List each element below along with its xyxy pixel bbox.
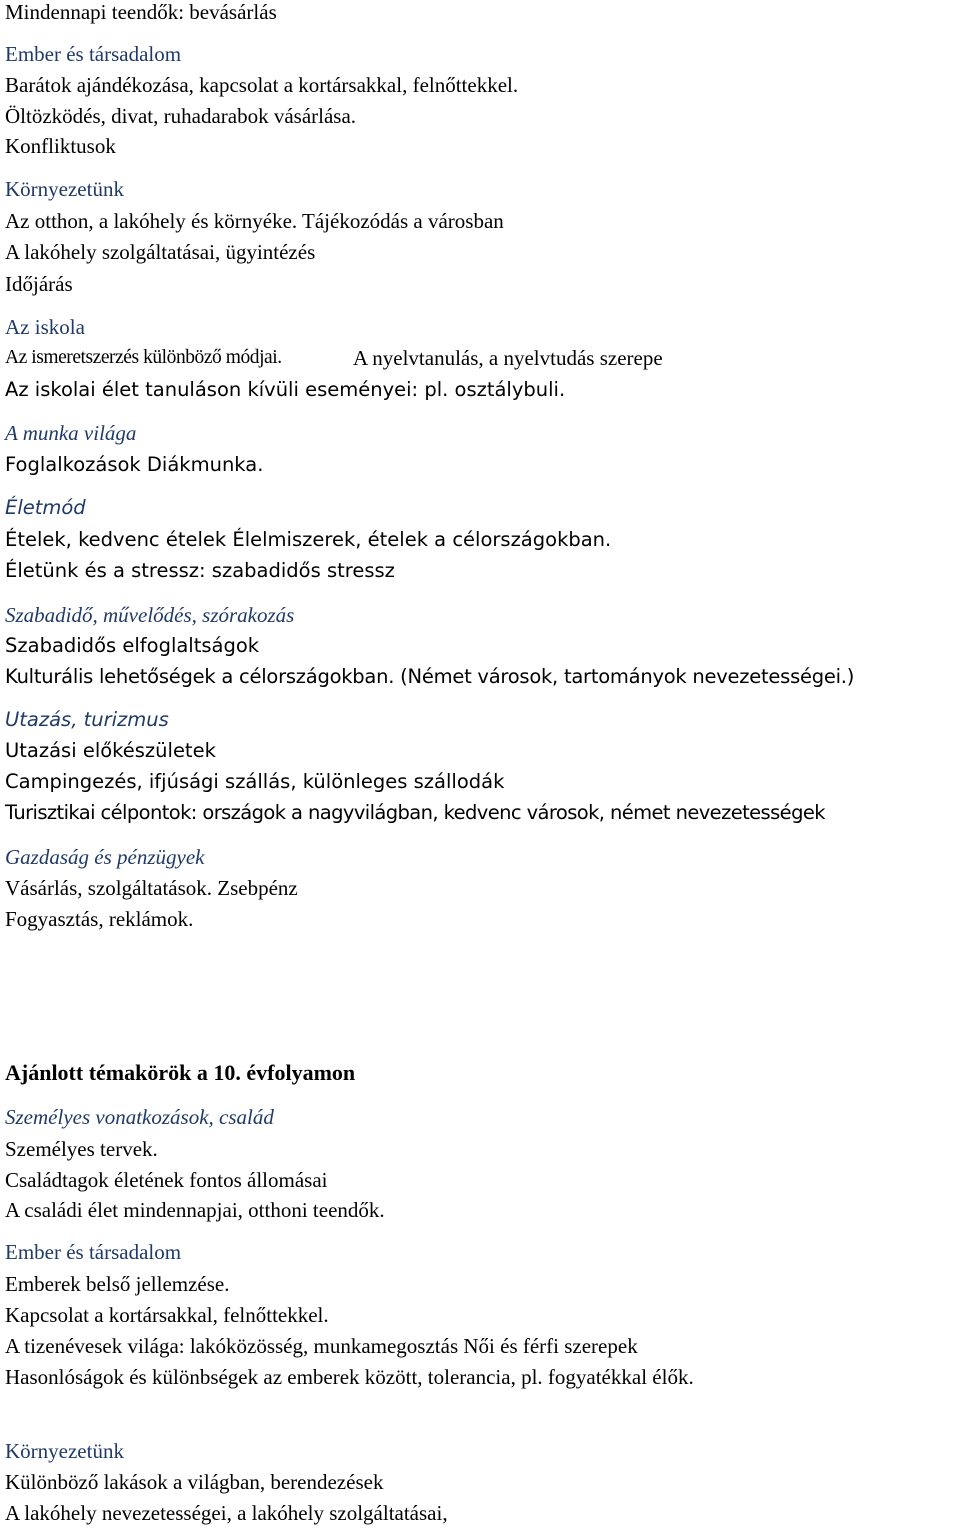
text-line: Vásárlás, szolgáltatások. Zsebpénz [5,876,298,900]
section-heading: Az iskola [5,315,85,339]
text-line: Szabadidős elfoglaltságok [5,634,260,657]
section-heading: Személyes vonatkozások, család [5,1105,274,1129]
section-heading: Ember és társadalom [5,42,182,66]
text-line: Az otthon, a lakóhely és környéke. Tájékozódás a városban [5,209,504,233]
text-line: Időjárás [5,272,73,296]
text-line: Hasonlóságok és különbségek az emberek között, tolerancia, pl. fogyatékkal élők. [5,1365,694,1389]
section-heading: Környezetünk [5,1439,124,1463]
text-line: Személyes tervek. [5,1137,158,1161]
text-line: Öltözködés, divat, ruhadarabok vásárlása. [5,104,357,128]
page-title: Ajánlott témakörök a 10. évfolyamon [5,1060,356,1085]
text-line: Campingezés, ifjúsági szállás, különleges szállodák [5,770,505,793]
text-line: Utazási előkészületek [5,739,216,762]
text-line: Turisztikai célpontok: országok a nagyvilágban, kedvenc városok, német nevezetességek [5,801,825,824]
text-line: Az iskolai élet tanuláson kívüli eseményei: pl. osztálybuli. [5,378,566,401]
text-line: A családi élet mindennapjai, otthoni teendők. [5,1198,385,1222]
section-heading: Ember és társadalom [5,1240,182,1264]
text-line: A lakóhely nevezetességei, a lakóhely szolgáltatásai, [5,1501,448,1525]
text-line: Különböző lakások a világban, berendezések [5,1470,384,1494]
section-heading: A munka világa [5,421,137,445]
text-line: A tizenévesek világa: lakóközösség, munkamegosztás Női és férfi szerepek [5,1334,638,1358]
section-heading: Utazás, turizmus [5,708,169,731]
text-line: Kapcsolat a kortársakkal, felnőttekkel. [5,1303,329,1327]
text-line: Családtagok életének fontos állomásai [5,1168,328,1192]
text-line: Emberek belső jellemzése. [5,1272,230,1296]
section-heading: Szabadidő, művelődés, szórakozás [5,603,295,627]
text-line: Barátok ajándékozása, kapcsolat a kortársakkal, felnőttekkel. [5,73,519,97]
text-line: Ételek, kedvenc ételek Élelmiszerek, ételek a célországokban. [5,528,612,551]
section-heading: Gazdaság és pénzügyek [5,845,205,869]
text-line: Konfliktusok [5,134,116,158]
text-line: Foglalkozások Diákmunka. [5,453,264,476]
text-line: Kulturális lehetőségek a célországokban. (Német városok, tartományok nevezetességei.) [5,665,855,688]
text-line: Mindennapi teendők: bevásárlás [5,0,277,24]
text-line: Életünk és a stressz: szabadidős stressz [5,559,395,582]
text-line: A lakóhely szolgáltatásai, ügyintézés [5,240,316,264]
text-line: A nyelvtanulás, a nyelvtudás szerepe [353,346,663,370]
text-line: Az ismeretszerzés különböző módjai. [5,347,282,368]
section-heading: Környezetünk [5,177,124,201]
text-line: Fogyasztás, reklámok. [5,907,194,931]
section-heading: Életmód [5,496,86,519]
